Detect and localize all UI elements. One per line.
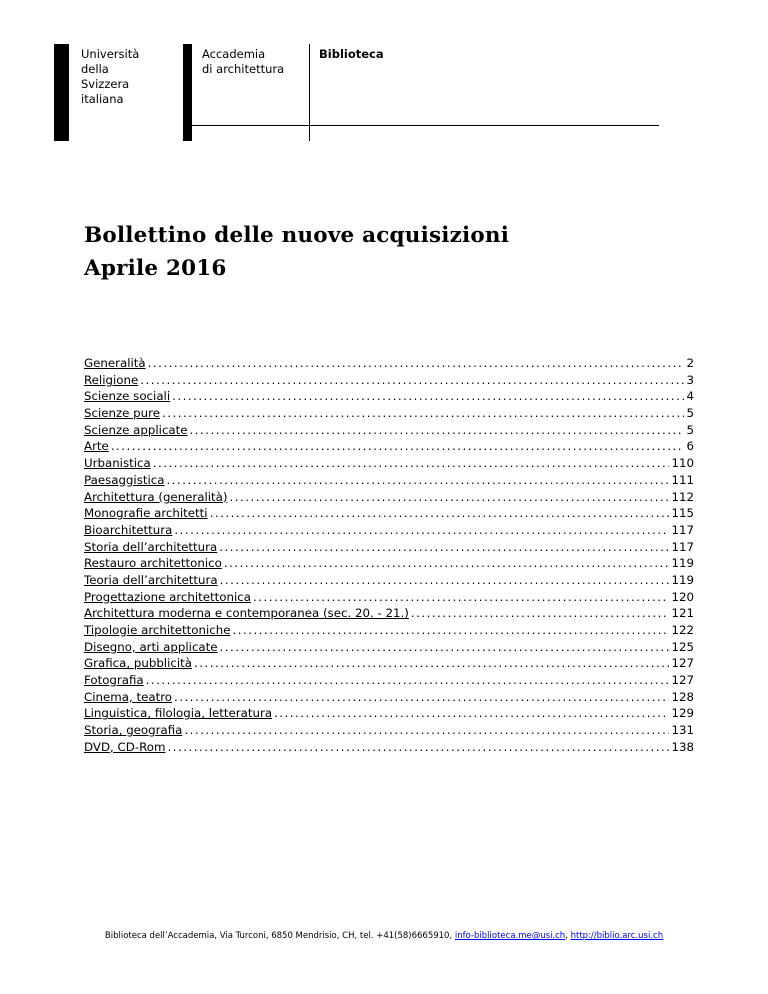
logo-bar-left bbox=[54, 44, 69, 141]
toc-leader-dots bbox=[220, 572, 670, 589]
toc-entry-label[interactable]: Storia, geografia bbox=[84, 723, 183, 738]
toc-entry-page: 6 bbox=[686, 439, 694, 454]
title-line-2: Aprile 2016 bbox=[84, 256, 227, 281]
toc-entry-page: 2 bbox=[686, 356, 694, 370]
toc-entry-label[interactable]: Linguistica, filologia, letteratura bbox=[84, 706, 273, 721]
toc-entry-page: 127 bbox=[671, 673, 694, 688]
toc-entry[interactable] bbox=[84, 489, 694, 506]
footer bbox=[0, 931, 768, 941]
toc-entry[interactable] bbox=[84, 505, 694, 522]
toc-entry[interactable] bbox=[84, 522, 694, 539]
toc-leader-dots bbox=[174, 522, 669, 539]
header-rule bbox=[192, 125, 659, 126]
toc-entry-label[interactable]: Architettura moderna e contemporanea (sec. 20. - 21.) bbox=[84, 606, 409, 621]
toc-entry[interactable] bbox=[84, 722, 694, 739]
toc-entry[interactable] bbox=[84, 572, 694, 589]
toc-entry-label[interactable]: DVD, CD-Rom bbox=[84, 739, 166, 754]
footer-url-link[interactable]: http://biblio.arc.usi.ch bbox=[570, 931, 664, 941]
toc-entry-label[interactable]: Scienze applicate bbox=[84, 422, 188, 437]
toc-entry-label[interactable]: Generalità bbox=[84, 356, 146, 370]
toc-entry-page: 138 bbox=[671, 739, 694, 754]
toc-entry-page: 125 bbox=[671, 639, 694, 654]
toc-leader-dots bbox=[224, 555, 670, 572]
toc-entry-label[interactable]: Religione bbox=[84, 372, 139, 387]
toc-leader-dots bbox=[190, 422, 685, 439]
toc-entry-label[interactable]: Architettura (generalità) bbox=[84, 489, 228, 504]
toc-entry-label[interactable]: Scienze sociali bbox=[84, 389, 171, 404]
toc-leader-dots bbox=[194, 655, 669, 672]
toc-leader-dots bbox=[167, 739, 669, 756]
toc-leader-dots bbox=[148, 355, 685, 372]
toc-entry-label[interactable]: Fotografia bbox=[84, 673, 144, 688]
toc-leader-dots bbox=[274, 705, 669, 722]
toc-entry-page: 117 bbox=[671, 522, 694, 537]
toc-entry[interactable] bbox=[84, 355, 694, 372]
toc-leader-dots bbox=[219, 539, 669, 556]
toc-entry-label[interactable]: Monografie architetti bbox=[84, 506, 208, 521]
toc-entry-label[interactable]: Cinema, teatro bbox=[84, 689, 173, 704]
toc-entry-page: 110 bbox=[671, 456, 694, 471]
toc-entry[interactable] bbox=[84, 372, 694, 389]
toc-entry[interactable] bbox=[84, 555, 694, 572]
toc-entry-label[interactable]: Grafica, pubblicità bbox=[84, 656, 192, 671]
toc-entry-page: 3 bbox=[686, 372, 694, 387]
toc-entry-label[interactable]: Paesaggistica bbox=[84, 472, 165, 487]
toc-entry-label[interactable]: Restauro architettonico bbox=[84, 556, 222, 571]
toc-leader-dots bbox=[220, 639, 670, 656]
toc-leader-dots bbox=[166, 472, 669, 489]
toc-leader-dots bbox=[253, 589, 669, 606]
toc-entry[interactable] bbox=[84, 672, 694, 689]
toc-entry[interactable] bbox=[84, 689, 694, 706]
toc-leader-dots bbox=[146, 672, 670, 689]
toc-entry-page: 119 bbox=[671, 572, 694, 587]
footer-separator: , bbox=[565, 931, 568, 941]
toc-entry[interactable] bbox=[84, 405, 694, 422]
toc-entry-page: 112 bbox=[671, 489, 694, 504]
toc-leader-dots bbox=[230, 489, 670, 506]
footer-text: Biblioteca dell’Accademia, Via Turconi, 6850 Mendrisio, CH, tel. +41(58)6665910, bbox=[104, 931, 453, 941]
toc-leader-dots bbox=[140, 372, 684, 389]
toc-entry[interactable] bbox=[84, 422, 694, 439]
toc-entry[interactable] bbox=[84, 739, 694, 756]
toc-entry[interactable] bbox=[84, 472, 694, 489]
toc-entry-page: 122 bbox=[671, 623, 694, 637]
toc-entry-page: 4 bbox=[686, 389, 694, 404]
footer-email-link[interactable]: info-biblioteca.me@usi.ch bbox=[454, 931, 566, 941]
library-name: Biblioteca bbox=[319, 47, 384, 61]
logo-bar-middle bbox=[183, 44, 192, 141]
toc-entry[interactable] bbox=[84, 589, 694, 606]
toc-leader-dots bbox=[172, 388, 684, 405]
toc-entry-page: 131 bbox=[671, 723, 694, 738]
toc-entry[interactable] bbox=[84, 639, 694, 656]
toc-leader-dots bbox=[162, 405, 684, 422]
toc-entry-page: 120 bbox=[671, 589, 694, 604]
toc-entry[interactable] bbox=[84, 655, 694, 672]
toc-leader-dots bbox=[411, 605, 670, 622]
toc-entry[interactable] bbox=[84, 388, 694, 405]
toc-entry-page: 129 bbox=[671, 706, 694, 721]
toc-leader-dots bbox=[153, 455, 670, 472]
toc-entry[interactable] bbox=[84, 605, 694, 622]
toc-entry-page: 111 bbox=[671, 472, 694, 487]
toc-entry-page: 121 bbox=[671, 606, 694, 621]
toc-entry-page: 5 bbox=[686, 406, 694, 421]
toc-entry[interactable] bbox=[84, 705, 694, 722]
toc-leader-dots bbox=[174, 689, 669, 706]
toc-leader-dots bbox=[184, 722, 669, 739]
toc-entry-page: 115 bbox=[671, 506, 694, 521]
table-of-contents bbox=[84, 355, 694, 756]
toc-entry-label[interactable]: Urbanistica bbox=[84, 456, 151, 471]
toc-entry-label[interactable]: Teoria dell’architettura bbox=[84, 572, 218, 587]
academy-name: Accademia di architettura bbox=[202, 47, 285, 76]
page-title bbox=[84, 219, 509, 285]
toc-leader-dots bbox=[210, 505, 670, 522]
toc-entry[interactable] bbox=[84, 539, 694, 556]
toc-entry[interactable] bbox=[84, 455, 694, 472]
toc-entry-label[interactable]: Storia dell’architettura bbox=[84, 539, 218, 554]
toc-entry-label[interactable]: Arte bbox=[84, 439, 109, 454]
toc-entry[interactable] bbox=[84, 438, 694, 455]
toc-entry-label[interactable]: Progettazione architettonica bbox=[84, 589, 251, 604]
header-divider bbox=[309, 44, 310, 141]
toc-entry-page: 5 bbox=[686, 422, 694, 437]
university-name: Università della Svizzera italiana bbox=[81, 47, 140, 106]
toc-entry-label[interactable]: Tipologie architettoniche bbox=[84, 623, 231, 637]
title-line-1: Bollettino delle nuove acquisizioni bbox=[84, 223, 510, 248]
toc-entry-page: 119 bbox=[671, 556, 694, 571]
toc-entry[interactable] bbox=[84, 622, 694, 639]
toc-entry-page: 128 bbox=[671, 689, 694, 704]
toc-entry-label[interactable]: Disegno, arti applicate bbox=[84, 639, 218, 654]
toc-entry-page: 117 bbox=[671, 539, 694, 554]
toc-entry-label[interactable]: Bioarchitettura bbox=[84, 522, 173, 537]
toc-entry-page: 127 bbox=[671, 656, 694, 671]
toc-entry-label[interactable]: Scienze pure bbox=[84, 406, 160, 421]
toc-leader-dots bbox=[232, 622, 669, 639]
toc-leader-dots bbox=[111, 438, 685, 455]
